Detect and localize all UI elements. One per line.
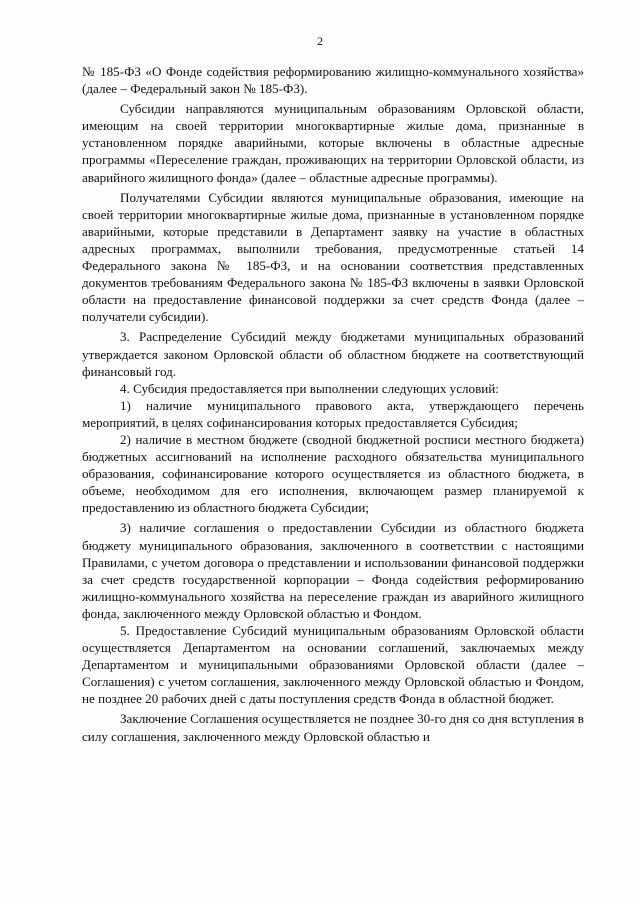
paragraph-subsidies-recipients-territory: Субсидии направляются муниципальным образованиям Орловской области, имеющим на своей территории многоквартирные жилые дома, признанные в установленном порядке аварийными, которые включены в областные адресные программы «Переселение граждан, проживающих на территории Орловской области, из аварийного жилищного фонда» (далее – областные адресные программы). (82, 101, 584, 185)
paragraph-subsidy-recipients: Получателями Субсидии являются муниципальные образования, имеющие на своей территории многоквартирные жилые дома, признанные в установленном порядке аварийными, которые представили в Департамент заявку на участие в областных адресных программах, выполнили требования, предусмотренные статьей 14 Федерального закона № 185-ФЗ, и на основании соответствия представленных документов требованиям Федерального закона № 185-ФЗ включены в заявки Орловской области на предоставление финансовой поддержки за счет средств Фонда (далее – получатели субсидии). (82, 189, 584, 325)
paragraph-item-5: 5. Предоставление Субсидий муниципальным образованиям Орловской области осуществляется Департаментом на основании соглашений, заключаемых между Департаментом и муниципальными образованиями Орловской области (далее – Соглашения) с учетом соглашения, заключенного между Орловской областью и Фондом, не позднее 20 рабочих дней с даты поступления средств Фонда в областной бюджет. (82, 623, 584, 707)
paragraph-condition-3: 3) наличие соглашения о предоставлении Субсидии из областного бюджета бюджету муниципального образования, заключенного в соответствии с настоящими Правилами, с учетом договора о представлении и использовании финансовой поддержки за счет средств государственной корпорации – Фонда содействия реформированию жилищно-коммунального хозяйства на переселение граждан из аварийного жилищного фонда, заключенного между Орловской областью и Фондом. (82, 520, 584, 621)
paragraph-item-4: 4. Субсидия предоставляется при выполнении следующих условий: (120, 380, 499, 396)
paragraph-condition-2: 2) наличие в местном бюджете (сводной бюджетной росписи местного бюджета) бюджетных ассигнований на исполнение расходного обязательства муниципального образования, софинансирование которого осуществляется из областного бюджета, в объеме, необходимом для его исполнения, включающем размер планируемой к предоставлению из областного бюджета Субсидии; (82, 431, 584, 516)
paragraph-condition-1: 1) наличие муниципального правового акта, утверждающего перечень мероприятий, в целях софинансирования которых предоставляется Субсидия; (82, 397, 584, 430)
paragraph-continuation: № 185-ФЗ «О Фонде содействия реформированию жилищно-коммунального хозяйства» (далее – Федеральный закон № 185-ФЗ). (82, 64, 584, 97)
page-number: 2 (317, 34, 323, 48)
document-body (82, 63, 584, 745)
paragraph-item-3: 3. Распределение Субсидий между бюджетами муниципальных образований утверждается законом Орловской области об областном бюджете на соответствующий финансовый год. (82, 329, 584, 379)
paragraph-agreement-conclusion: Заключение Соглашения осуществляется не позднее 30-го дня со дня вступления в силу соглашения, заключенного между Орловской областью и (82, 711, 584, 744)
